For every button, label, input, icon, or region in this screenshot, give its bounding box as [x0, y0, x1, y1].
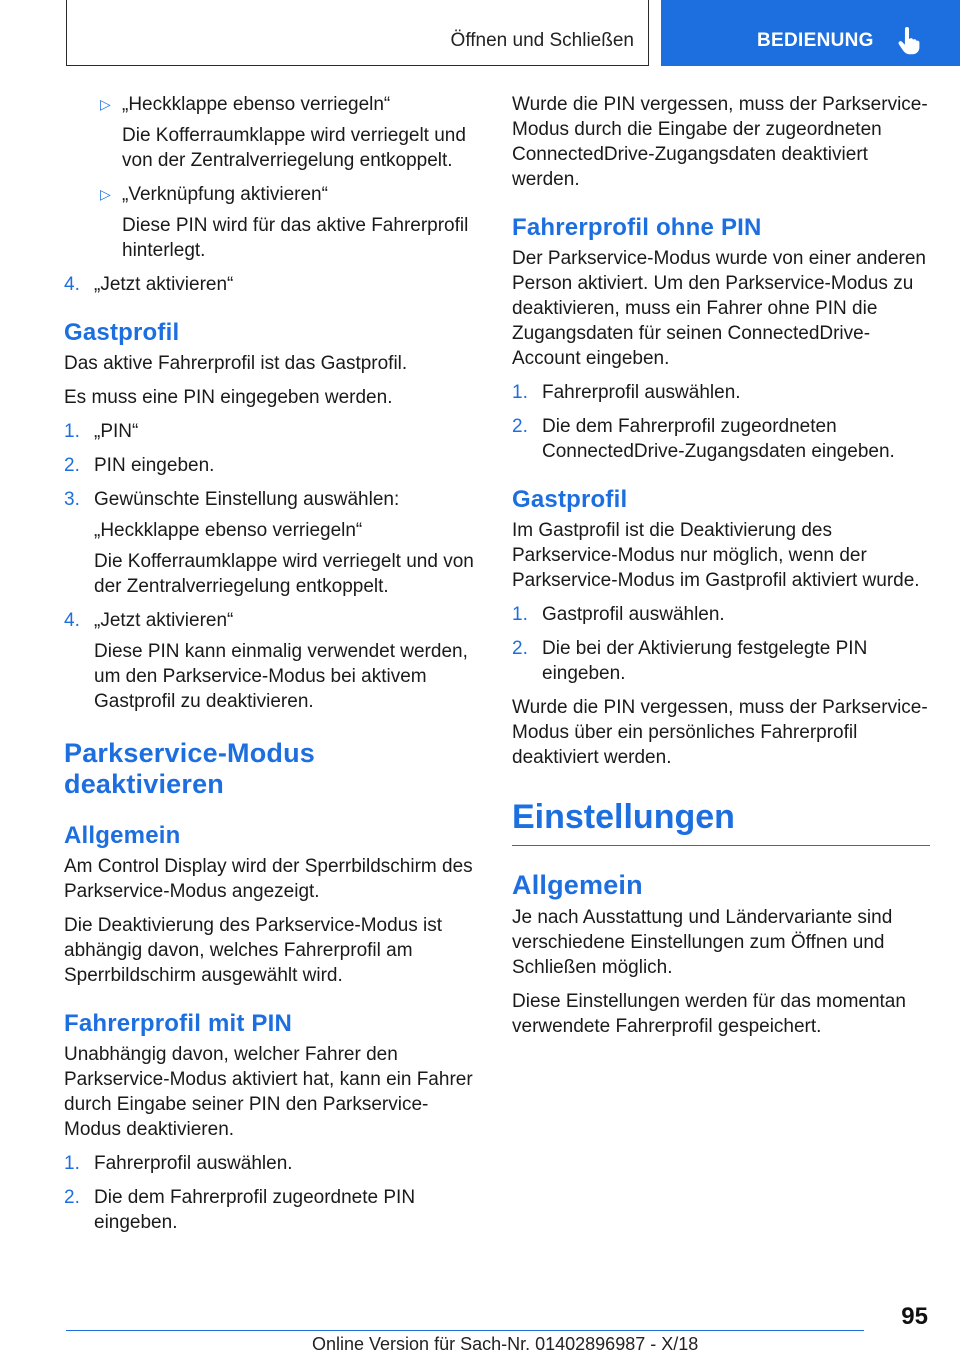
heading-parkservice-deaktivieren: Parkservice-Modus deaktivieren [64, 738, 316, 799]
list-item: 2. Die bei der Aktivierung festgelegte PIN eingeben. [512, 638, 868, 684]
list-item: 1. „PIN“ [64, 421, 139, 442]
list-item: 2. Die dem Fahrerprofil zugeordneten ConnectedDrive-Zugangsdaten eingeben. [512, 416, 895, 462]
triangle-bullet-icon: ▷ [100, 96, 111, 112]
footer-divider [66, 1330, 864, 1331]
list-item: 3. Gewünschte Einstellung auswählen: „Heckklappe ebenso verriegeln“ Die Kofferraumklappe wird verriegelt und von der Zentralverriegelung entkoppelt. [64, 489, 474, 597]
list-item: ▷ „Heckklappe ebenso verriegeln“ Die Kofferraumklappe wird verriegelt und von der Zentralverriegelung entkoppelt. [100, 94, 466, 171]
heading-gastprofil: Gastprofil [512, 486, 628, 513]
heading-allgemein: Allgemein [512, 870, 643, 900]
paragraph: Wurde die PIN vergessen, muss der Parkservice-Modus über ein persönliches Fahrerprofil deaktiviert werden. [512, 697, 928, 768]
list-item: 1. Fahrerprofil auswählen. [512, 382, 741, 403]
heading-fahrerprofil-mit-pin: Fahrerprofil mit PIN [64, 1010, 293, 1037]
section-tab [661, 0, 960, 66]
page-number: 95 [901, 1303, 928, 1330]
section-title: BEDIENUNG [757, 30, 874, 51]
paragraph: Je nach Ausstattung und Ländervariante sind verschiedene Einstellungen zum Öffnen und Schließen möglich. [512, 907, 893, 978]
page-header [0, 0, 960, 66]
heading-gastprofil: Gastprofil [64, 319, 180, 346]
list-item: 1. Fahrerprofil auswählen. [64, 1153, 293, 1174]
chapter-box [66, 0, 649, 66]
list-item: 4. „Jetzt aktivieren“ Diese PIN kann einmalig verwendet werden, um den Parkservice-Modus bei aktivem Gastprofil zu deaktivieren. [64, 610, 468, 712]
list-item: 2. Die dem Fahrerprofil zugeordnete PIN eingeben. [64, 1187, 416, 1233]
heading-fahrerprofil-ohne-pin: Fahrerprofil ohne PIN [512, 214, 762, 241]
list-item: 2. PIN eingeben. [64, 455, 215, 476]
paragraph: Unabhängig davon, welcher Fahrer den Parkservice-Modus aktiviert hat, kann ein Fahrer durch Eingabe seiner PIN den Parkservice-Modus deaktivieren. [64, 1044, 473, 1140]
footer-version: Online Version für Sach-Nr. 01402896987 - X/18 [312, 1334, 699, 1354]
paragraph: Am Control Display wird der Sperrbildschirm des Parkservice-Modus angezeigt. [64, 856, 473, 902]
left-column [64, 92, 478, 1244]
paragraph: Es muss eine PIN eingegeben werden. [64, 387, 393, 408]
list-item: ▷ „Verknüpfung aktivieren“ Diese PIN wird für das aktive Fahrerprofil hinterlegt. [100, 184, 469, 261]
list-item: 1. Gastprofil auswählen. [512, 604, 725, 625]
paragraph: Diese Einstellungen werden für das momentan verwendete Fahrerprofil gespeichert. [512, 991, 906, 1037]
heading-allgemein: Allgemein [64, 822, 181, 849]
paragraph: Das aktive Fahrerprofil ist das Gastprofil. [64, 353, 408, 374]
paragraph: Im Gastprofil ist die Deaktivierung des Parkservice-Modus nur möglich, wenn der Parkservice-Modus im Gastprofil aktiviert wurde. [512, 520, 920, 591]
list-item: 4. „Jetzt aktivieren“ [64, 274, 234, 295]
paragraph: Der Parkservice-Modus wurde von einer anderen Person aktiviert. Um den Parkservice-Modus zu deaktivieren, muss ein Fahrer ohne PIN die Zugangsdaten für seinen ConnectedDrive-Account eingeben. [512, 248, 926, 369]
triangle-bullet-icon: ▷ [100, 186, 111, 202]
right-column [512, 92, 930, 1048]
paragraph: Die Deaktivierung des Parkservice-Modus ist abhängig davon, welches Fahrerprofil am Sperrbildschirm ausgewählt wird. [64, 915, 443, 986]
heading-einstellungen: Einstellungen [512, 798, 930, 846]
chapter-title: Öffnen und Schließen [450, 30, 634, 51]
paragraph: Wurde die PIN vergessen, muss der Parkservice-Modus durch die Eingabe der zugeordneten ConnectedDrive-Zugangsdaten deaktiviert werden. [512, 94, 928, 190]
hand-pointer-icon [897, 27, 921, 55]
